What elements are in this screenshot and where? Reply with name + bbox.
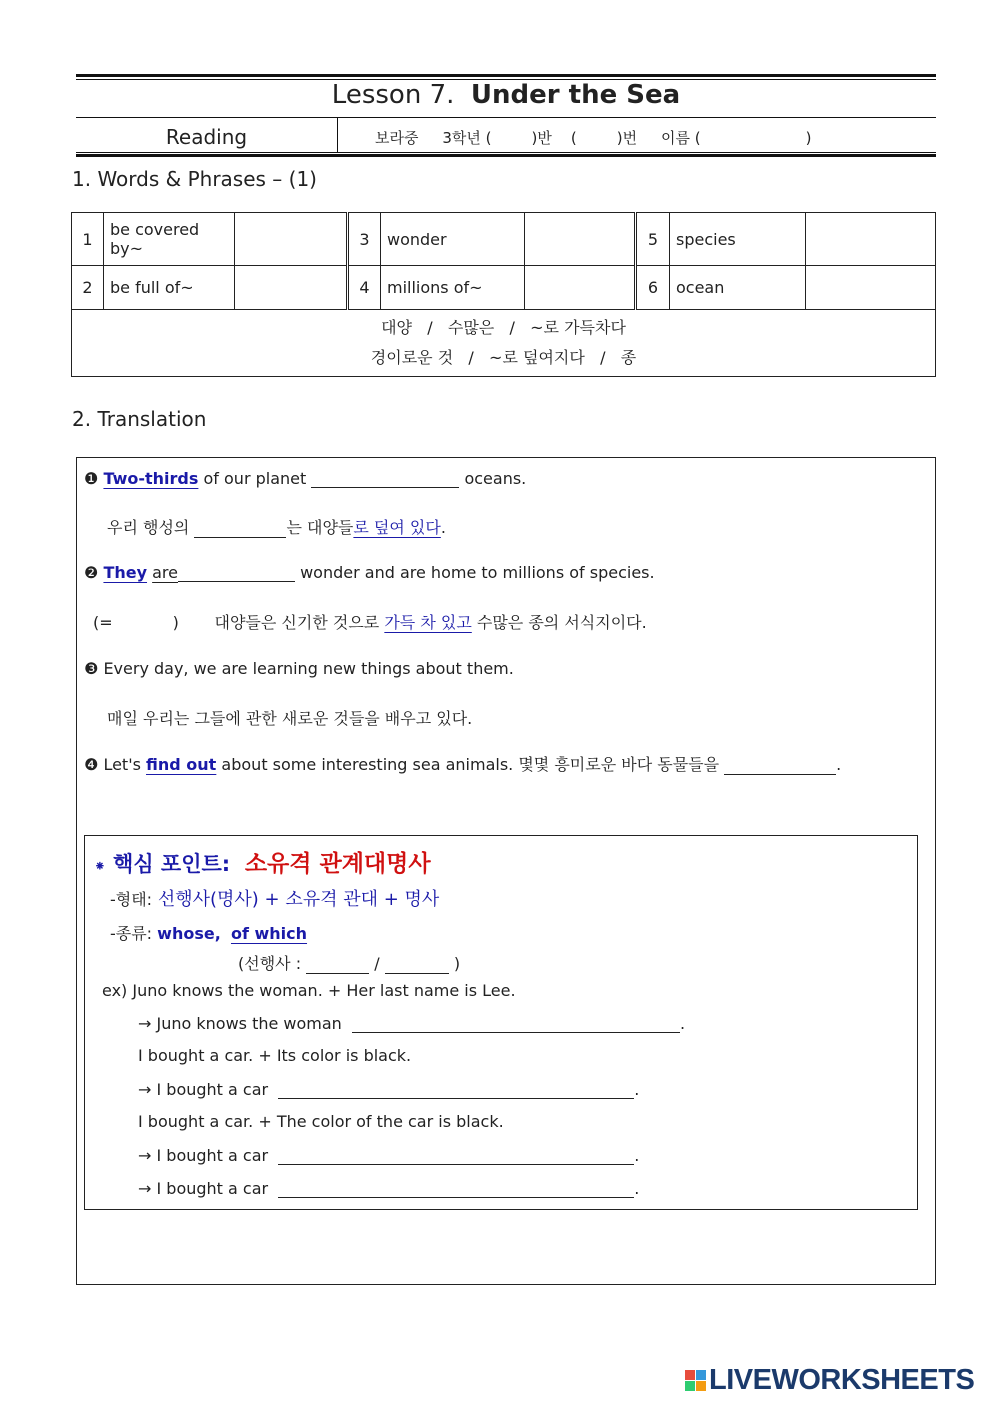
student-info	[375, 127, 811, 148]
q4-english	[84, 752, 841, 775]
word-num: 2	[72, 266, 104, 310]
q4-dot: .	[836, 755, 842, 774]
q4-answer-input[interactable]	[724, 755, 836, 775]
meaning-input[interactable]	[525, 221, 634, 257]
asterisk-icon: ⁕	[94, 859, 106, 875]
word-num: 1	[72, 213, 104, 266]
example-3-input-b[interactable]	[278, 1178, 634, 1198]
q4-text: Let's	[103, 755, 141, 774]
ex3b-prefix: → I bought a car	[138, 1179, 269, 1198]
kind-label: -종류:	[110, 924, 153, 943]
q4-text2: about some interesting sea animals. 몇몇 흥미로운 바다 동물들을	[221, 755, 720, 774]
form-label: -형태:	[110, 890, 153, 909]
example-2: I bought a car. + Its color is black.	[138, 1046, 412, 1065]
q1-text-end: oceans.	[464, 469, 527, 488]
q1-k4: .	[440, 518, 446, 537]
antecedent-close: )	[453, 954, 461, 973]
kind-whose: whose,	[157, 924, 221, 943]
class-label: )반	[531, 129, 552, 147]
word-num: 3	[348, 213, 381, 266]
q1-k2: 는 대양들	[286, 518, 354, 537]
meaning-input[interactable]	[806, 270, 935, 306]
name-label: 이름 (	[660, 129, 701, 147]
lesson-title	[76, 80, 936, 110]
word-num: 6	[636, 266, 670, 310]
lesson-number: Lesson 7.	[331, 80, 455, 110]
example-3-input-a[interactable]	[278, 1145, 634, 1165]
q1-english	[84, 468, 526, 488]
q2-text: are	[152, 563, 178, 582]
q4-mark: ❹	[84, 755, 99, 774]
word-num: 4	[348, 266, 381, 310]
q2-answer-input[interactable]	[178, 562, 295, 582]
q2-k2: 가득 차 있고	[384, 613, 472, 632]
antecedent-input-2[interactable]	[385, 954, 449, 974]
q2-korean	[93, 610, 647, 633]
name-input[interactable]	[701, 128, 806, 148]
q1-keyword: Two-thirds	[103, 469, 199, 488]
q3-mark: ❸	[84, 659, 99, 678]
word: species	[670, 213, 806, 266]
grade: 3학년 (	[442, 129, 492, 147]
school: 보라중	[375, 129, 419, 147]
meaning-input[interactable]	[235, 221, 346, 257]
example-2-input[interactable]	[278, 1079, 634, 1099]
antecedent-input-1[interactable]	[306, 954, 369, 974]
form-line	[110, 885, 439, 911]
num-label: )번	[616, 129, 638, 147]
logo-icon	[685, 1370, 706, 1391]
liveworksheets-logo	[685, 1364, 974, 1397]
q1-korean-input[interactable]	[194, 518, 286, 538]
name-close: )	[805, 129, 812, 147]
q2-mark: ❷	[84, 563, 99, 582]
dot: .	[634, 1179, 640, 1198]
q3-text: Every day, we are learning new things about them.	[103, 659, 514, 678]
class-input[interactable]	[491, 128, 531, 148]
word: ocean	[670, 266, 806, 310]
section1-heading: 1. Words & Phrases – (1)	[72, 167, 317, 191]
ex2-prefix: → I bought a car	[138, 1080, 269, 1099]
q2-eq-close: )	[172, 613, 179, 632]
section2-heading: 2. Translation	[72, 407, 207, 431]
number-input[interactable]	[577, 128, 617, 148]
example-3-answer-a	[138, 1145, 639, 1165]
q4-keyword: find out	[146, 755, 217, 774]
example-1-answer	[138, 1013, 685, 1033]
key-point-title	[94, 845, 431, 878]
word: be full of~	[104, 266, 235, 310]
word-bank	[72, 310, 936, 377]
words-table	[71, 212, 936, 377]
q2-english	[84, 562, 655, 582]
form-text: 선행사(명사) + 소유격 관대 + 명사	[157, 889, 440, 910]
example-2-answer	[138, 1079, 639, 1099]
antecedent-line	[238, 951, 460, 974]
section-label: Reading	[165, 125, 248, 149]
kind-of-which: of which	[230, 924, 308, 943]
example-3: I bought a car. + The color of the car is black.	[138, 1112, 504, 1131]
q3-english	[84, 659, 514, 678]
num-open: (	[570, 129, 577, 147]
q2-eq-open: (=	[93, 613, 113, 632]
word-bank-line: 경이로운 것 / ~로 덮여지다 / 종	[370, 348, 637, 367]
example-3-answer-b	[138, 1178, 639, 1198]
slash: /	[374, 954, 380, 973]
q2-eq-input[interactable]	[113, 613, 173, 633]
key-point-label: 핵심 포인트:	[113, 852, 231, 876]
word-num: 5	[636, 213, 670, 266]
q1-answer-input[interactable]	[311, 468, 459, 488]
q2-k1: 대양들은 신기한 것으로	[214, 613, 380, 632]
ex1-prefix: → Juno knows the woman	[138, 1014, 342, 1033]
kind-line	[110, 921, 307, 944]
antecedent-label: (선행사 :	[238, 954, 302, 973]
dot: .	[634, 1146, 640, 1165]
q3-korean: 매일 우리는 그들에 관한 새로운 것들을 배우고 있다.	[107, 709, 473, 728]
q1-text: of our planet	[203, 469, 307, 488]
title: Under the Sea	[470, 80, 681, 110]
dot: .	[680, 1014, 686, 1033]
q2-text-end: wonder and are home to millions of species.	[300, 563, 655, 582]
word: be covered by~	[104, 213, 235, 266]
logo-text: LIVEWORKSHEETS	[709, 1364, 975, 1396]
example-1-input[interactable]	[352, 1013, 680, 1033]
example-1: ex) Juno knows the woman. + Her last name is Lee.	[102, 981, 516, 1000]
q2-k3: 수많은 종의 서식지이다.	[476, 613, 647, 632]
key-point-topic: 소유격 관계대명사	[244, 851, 431, 877]
meaning-input[interactable]	[235, 270, 346, 306]
q1-k3: 로 덮여 있다	[353, 518, 441, 537]
q1-korean	[107, 515, 446, 538]
q1-mark: ❶	[84, 469, 99, 488]
q1-k1: 우리 행성의	[107, 518, 190, 537]
meaning-input[interactable]	[525, 270, 634, 306]
ex3-prefix: → I bought a car	[138, 1146, 269, 1165]
word: millions of~	[381, 266, 525, 310]
word-bank-line: 대양 / 수많은 / ~로 가득차다	[381, 318, 626, 337]
dot: .	[634, 1080, 640, 1099]
meaning-input[interactable]	[806, 221, 935, 257]
word: wonder	[381, 213, 525, 266]
q2-keyword: They	[103, 563, 148, 582]
